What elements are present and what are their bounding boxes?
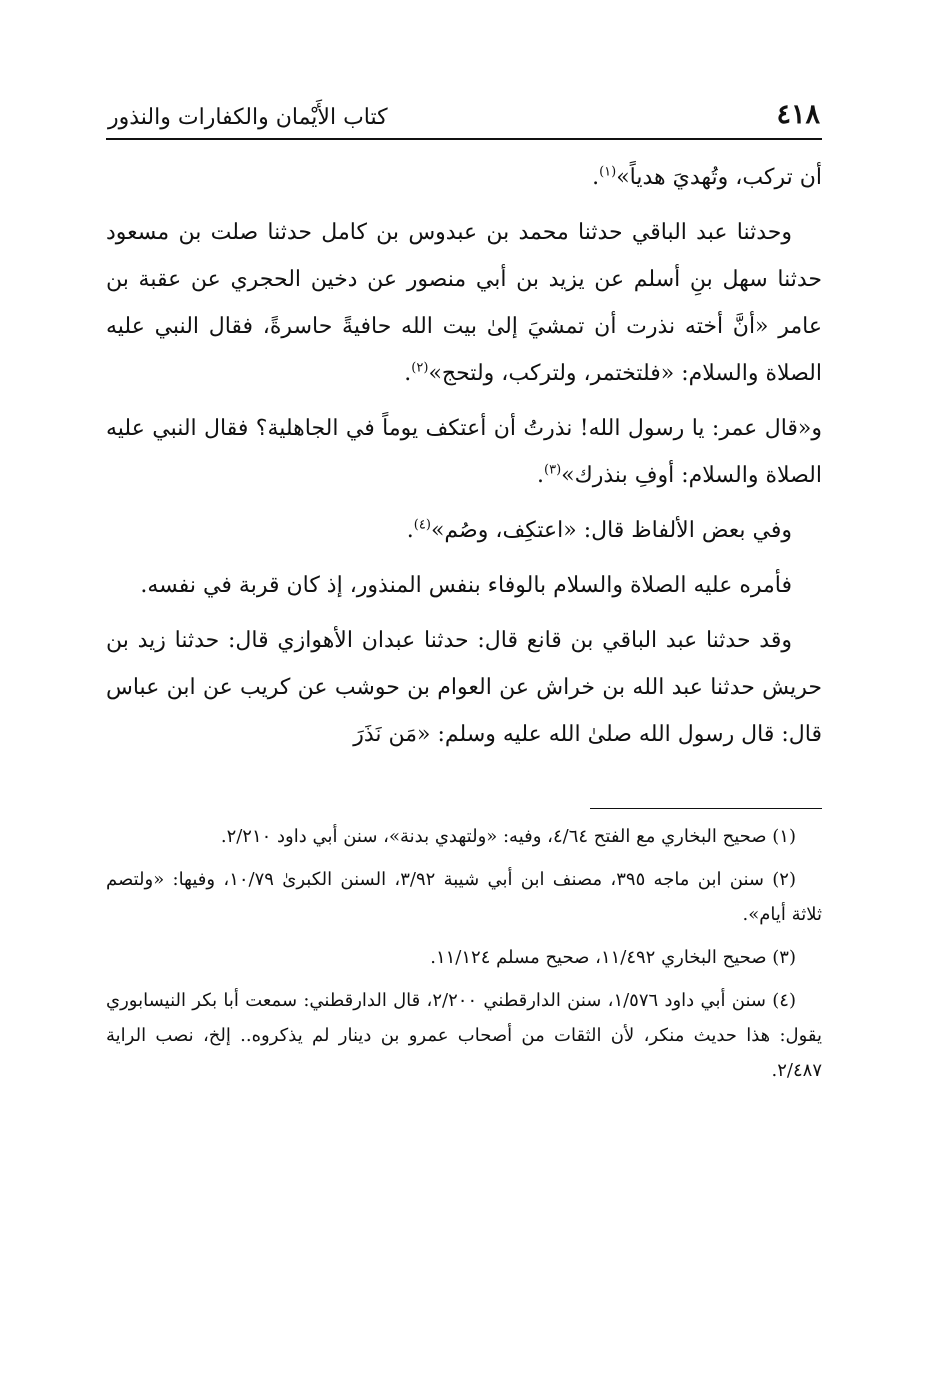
paragraph: و«قال عمر: يا رسول الله! نذرتُ أن أعتكف يوماً في الجاهلية؟ فقال النبي عليه الصلاة والسلام: أوفِ بنذرك»$^{(٣)}$. <box>106 416 822 488</box>
footnote: (١) صحيح البخاري مع الفتح ٤/٦٤، وفيه: «ولتهدي بدنة»، سنن أبي داود ٢/٢١٠. <box>220 826 796 847</box>
page-number: ٤١٨ <box>776 99 820 130</box>
footnote: (٢) سنن ابن ماجه ٣٩٥، مصنف ابن أبي شيبة ٣/٩٢، السنن الكبرىٰ ١٠/٧٩، وفيها: «ولتصم ثلاثة أيام». <box>106 869 822 925</box>
running-title: كتاب الأَيْمان والكفارات والنذور <box>108 105 388 130</box>
footnote-ref: (٢) <box>411 360 429 376</box>
footnote-ref: (١) <box>599 164 617 180</box>
footnote: (٣) صحيح البخاري ١١/٤٩٢، صحيح مسلم ١١/١٢٤. <box>430 947 796 968</box>
paragraph: وفي بعض الألفاظ قال: «اعتكِف، وصُم»$^{(٤)}$. <box>406 517 792 543</box>
book-page <box>106 96 822 1096</box>
footnote-separator <box>590 808 822 809</box>
footnote-ref: (٤) <box>413 517 431 533</box>
paragraph: وقد حدثنا عبد الباقي بن قانع قال: حدثنا عبدان الأهوازي قال: حدثنا زيد بن حريش حدثنا عبد الله بن خراش عن العوام بن حوشب عن كريب عن ابن عباس قال: قال رسول الله صلىٰ الله عليه وسلم: «مَن نَذَرَ <box>106 628 822 747</box>
page-header <box>106 96 822 140</box>
footnote-ref: (٣) <box>544 462 562 478</box>
paragraph: فأمره عليه الصلاة والسلام بالوفاء بنفس المنذور، إذ كان قربة في نفسه. <box>140 573 792 598</box>
footnotes <box>106 819 822 1088</box>
paragraph: وحدثنا عبد الباقي حدثنا محمد بن عبدوس بن كامل حدثنا صلت بن مسعود حدثنا سهل بنِ أسلم عن يزيد بن أبي منصور عن دخين الحجري عن عقبة بن عامر «أنَّ أخته نذرت أن تمشيَ إلىٰ بيت الله حافيةً حاسرةً، فقال النبي عليه الصلاة والسلام: «فلتختمر، ولتركب، ولتحج»$^{(٢)}$. <box>106 220 822 386</box>
paragraph: أن تركب، وتُهديَ هدياً»$^{(١)}$. <box>592 164 822 190</box>
footnote: (٤) سنن أبي داود ١/٥٧٦، سنن الدارقطني ٢/٢٠٠، قال الدارقطني: سمعت أبا بكر النيسابوري يقول: هذا حديث منكر، لأن الثقات من أصحاب عمرو بن دينار لم يذكروه.. إلخ، نصب الراية ٢/٤٨٧. <box>106 990 823 1081</box>
main-text <box>106 154 822 758</box>
